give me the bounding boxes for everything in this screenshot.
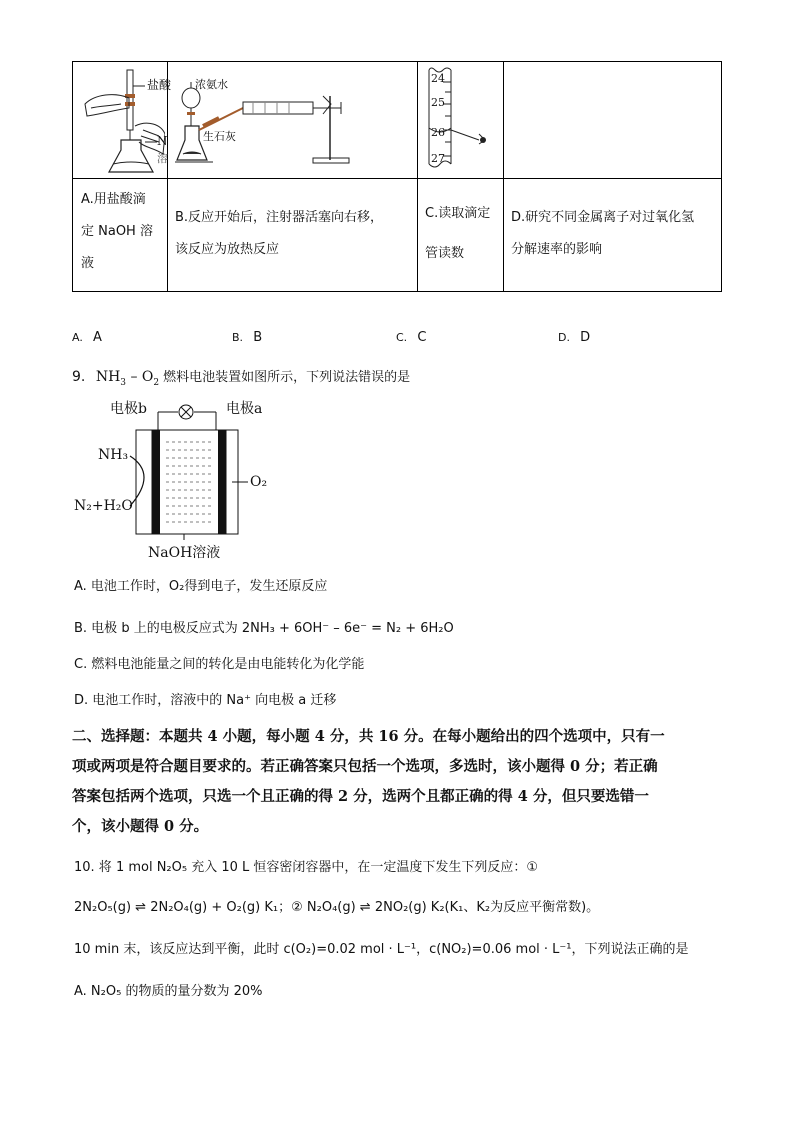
option-text: A	[92, 330, 102, 345]
option-letter: B.	[232, 331, 244, 344]
option-text: D	[580, 330, 591, 345]
option-b-cell	[175, 202, 383, 266]
option-d-line: D.研究不同金属离子对过氧化氢	[511, 210, 695, 225]
option-a-cell	[81, 184, 153, 280]
q9-formula-sub: 3	[120, 377, 127, 388]
q9-formula-part: NH	[95, 369, 121, 385]
table-row-divider	[73, 178, 721, 179]
option-c-line: 管读数	[425, 246, 465, 261]
q10-stem-line-2: 2N₂O₅(g) ⇌ 2N₂O₄(g) + O₂(g) K₁；② N₂O₄(g) ⇌ 2NO₂(g) K₂(K₁、K₂为反应平衡常数)。	[74, 900, 600, 915]
q10-option-a[interactable]: A. N₂O₅ 的物质的量分数为 20%	[74, 984, 263, 999]
fig-a-hcl-label: 盐酸	[147, 78, 172, 92]
option-text: C	[417, 330, 427, 345]
q10-stem-line-1: 10. 将 1 mol N₂O₅ 充入 10 L 恒容密闭容器中，在一定温度下发生下列反应：①	[74, 860, 539, 875]
q10-stem-line-3: 10 min 末，该反应达到平衡，此时 c(O₂)=0.02 mol · L⁻¹，c(NO₂)=0.06 mol · L⁻¹，下列说法正确的是	[74, 942, 689, 957]
table-col-divider	[167, 62, 168, 291]
experiment-table	[72, 61, 722, 292]
q9-number: 9.	[72, 369, 86, 385]
q9-option-a[interactable]: A. 电池工作时，O₂得到电子，发生还原反应	[74, 579, 328, 594]
option-letter: D.	[558, 331, 570, 344]
option-a-line: A.用盐酸滴	[81, 192, 146, 207]
table-col-divider	[503, 62, 504, 291]
fig-b-lime-label: 生石灰	[203, 130, 236, 143]
table-col-divider	[417, 62, 418, 291]
q8-option-b[interactable]	[232, 330, 262, 345]
option-d-cell	[511, 202, 694, 266]
instruction-line: 二、选择题：本题共 4 小题，每小题 4 分，共 16 分。在每小题给出的四个选项中，只有一	[72, 728, 665, 745]
option-c-cell	[425, 198, 490, 270]
option-b-line: B.反应开始后，注射器活塞向右移，	[175, 210, 384, 225]
instruction-line: 项或两项是符合题目要求的。若正确答案只包括一个选项，多选时，该小题得 0 分；若正确	[72, 758, 658, 775]
o2-label: O₂	[250, 474, 268, 490]
fig-b-ammonia-label: 浓氨水	[195, 78, 228, 91]
fig-a-n-label: N	[157, 134, 168, 148]
burette-tick-label: 27	[431, 152, 445, 165]
n2-h2o-label: N₂+H₂O	[74, 498, 133, 514]
option-d-line: 分解速率的影响	[511, 242, 603, 257]
q9-option-b[interactable]: B. 电极 b 上的电极反应式为 2NH₃ + 6OH⁻ – 6e⁻ = N₂ + 6H₂O	[74, 621, 454, 636]
burette-tick-label: 26	[431, 126, 445, 139]
option-letter: A.	[72, 331, 83, 344]
option-text: B	[253, 330, 263, 345]
fig-a-sol-label: 溶	[157, 152, 168, 165]
nh3-label: NH₃	[98, 447, 129, 463]
q9-stem-text: 燃料电池装置如图所示，下列说法错误的是	[163, 370, 411, 385]
q9-formula-sub: 2	[153, 377, 160, 388]
electrode-a-label: 电极a	[226, 401, 263, 417]
q9-stem	[72, 366, 410, 388]
q8-option-a[interactable]	[72, 330, 102, 345]
q9-formula-part: – O	[126, 369, 154, 385]
option-letter: C.	[396, 331, 408, 344]
burette-tick-label: 25	[431, 96, 445, 109]
option-a-line: 定 NaOH 溶	[81, 224, 153, 239]
q9-option-c[interactable]: C. 燃料电池能量之间的转化是由电能转化为化学能	[74, 657, 365, 672]
q8-option-d[interactable]	[558, 330, 590, 345]
electrode-b-label: 电极b	[110, 401, 147, 417]
section-2-instructions	[72, 722, 732, 842]
q8-option-c[interactable]	[396, 330, 426, 345]
option-a-line: 液	[81, 256, 95, 271]
instruction-line: 个，该小题得 0 分。	[72, 818, 209, 835]
burette-tick-label: 24	[431, 72, 445, 85]
naoh-solution-label: NaOH溶液	[148, 545, 221, 561]
instruction-line: 答案包括两个选项，只选一个且正确的得 2 分，选两个且都正确的得 4 分，但只要选错一	[72, 788, 649, 805]
option-b-line: 该反应为放热反应	[175, 242, 280, 257]
option-c-line: C.读取滴定	[425, 206, 491, 221]
q9-option-d[interactable]: D. 电池工作时，溶液中的 Na⁺ 向电极 a 迁移	[74, 693, 337, 708]
